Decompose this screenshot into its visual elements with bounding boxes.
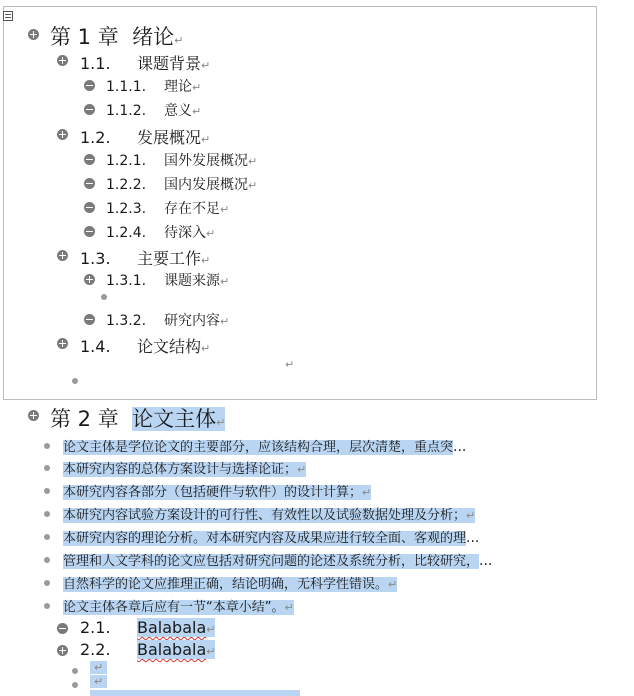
heading-number: 1.2.4.: [106, 225, 147, 241]
collapse-icon[interactable]: [84, 154, 95, 165]
paragraph-mark: ↵: [174, 34, 184, 47]
heading-number: 1.3.: [80, 249, 111, 268]
collapse-icon[interactable]: [57, 623, 68, 634]
heading-title: 发展概况: [137, 128, 202, 147]
paragraph-mark: ↵: [220, 315, 230, 328]
bullet-icon: [101, 294, 107, 300]
heading-ch2[interactable]: [50, 403, 225, 433]
collapse-icon[interactable]: [84, 104, 95, 115]
paragraph-mark: ↵: [201, 133, 211, 146]
heading-title: 意义: [164, 103, 192, 119]
heading-title: 国外发展概况: [164, 153, 248, 169]
heading-number: 1.3.2.: [106, 313, 147, 329]
selection-highlight: [90, 690, 300, 696]
paragraph-mark: ↵: [248, 155, 258, 168]
body-paragraph[interactable]: 管理和人文学科的论文应包括对研究问题的论述及系统分析，比较研究，...: [63, 553, 493, 569]
heading-1-3-1[interactable]: [106, 270, 229, 290]
bullet-icon: [44, 534, 50, 540]
heading-1-2-1[interactable]: [106, 150, 257, 170]
heading-title: 理论: [164, 79, 192, 95]
expand-icon[interactable]: [28, 410, 39, 421]
bullet-icon: [44, 580, 50, 586]
expand-icon[interactable]: [84, 274, 95, 285]
heading-2-2[interactable]: [80, 640, 215, 659]
heading-number: 1.2.3.: [106, 201, 147, 217]
heading-1-2-2[interactable]: [106, 174, 257, 194]
heading-1-2[interactable]: [80, 125, 210, 148]
paragraph-mark: ↵: [192, 81, 202, 94]
heading-number: 1.3.1.: [106, 273, 147, 289]
collapse-icon[interactable]: [84, 314, 95, 325]
body-paragraph[interactable]: 本研究内容各部分（包括硬件与软件）的设计计算；↵: [63, 485, 372, 500]
collapse-icon[interactable]: [84, 178, 95, 189]
heading-title: 论文结构: [137, 337, 202, 356]
heading-title: 课题来源: [164, 273, 220, 289]
heading-title: 主要工作: [137, 249, 202, 268]
paragraph-mark: ↵: [285, 358, 295, 371]
expand-icon[interactable]: [57, 338, 68, 349]
body-paragraph[interactable]: 本研究内容的总体方案设计与选择论证；↵: [63, 462, 307, 477]
bullet-icon: [44, 511, 50, 517]
collapse-icon[interactable]: [84, 80, 95, 91]
heading-title: Balabala↵: [137, 618, 216, 637]
overflow-ellipsis: ...: [453, 439, 467, 455]
expand-icon[interactable]: [57, 645, 68, 656]
body-paragraph[interactable]: 本研究内容的理论分析。对本研究内容及成果应进行较全面、客观的理...: [63, 530, 480, 546]
expand-icon[interactable]: [57, 129, 68, 140]
heading-number: 1.4.: [80, 337, 111, 356]
heading-title: 绪论: [132, 25, 175, 49]
collapse-icon[interactable]: [84, 202, 95, 213]
heading-title: 待深入: [164, 225, 206, 241]
bullet-icon: [72, 668, 78, 674]
overflow-ellipsis: ...: [479, 553, 493, 569]
heading-1-2-4[interactable]: [106, 222, 215, 242]
heading-number: 2.2.: [80, 640, 111, 659]
expand-icon[interactable]: [28, 29, 39, 40]
bullet-icon: [72, 682, 78, 688]
heading-number: 第 1 章: [50, 25, 119, 49]
heading-number: 2.1.: [80, 618, 111, 637]
paragraph-mark: ↵: [201, 254, 211, 267]
heading-number: 1.1.: [80, 54, 111, 73]
expand-icon[interactable]: [57, 250, 68, 261]
paragraph-mark: ↵: [201, 342, 211, 355]
collapse-handle-icon[interactable]: [3, 11, 13, 21]
heading-title: 存在不足: [164, 201, 220, 217]
heading-1-3-2[interactable]: [106, 310, 229, 330]
paragraph-mark: ↵: [90, 661, 107, 674]
heading-1-1-1[interactable]: [106, 76, 201, 96]
heading-title: 国内发展概况: [164, 177, 248, 193]
heading-ch1[interactable]: [50, 21, 183, 51]
body-paragraph[interactable]: 自然科学的论文应推理正确，结论明确，无科学性错误。↵: [63, 577, 398, 592]
paragraph-mark: ↵: [248, 179, 258, 192]
heading-number: 1.2.2.: [106, 177, 147, 193]
paragraph-mark: ↵: [220, 275, 230, 288]
bullet-icon: [44, 443, 50, 449]
heading-title: 课题背景: [137, 54, 202, 73]
heading-title: 论文主体↵: [132, 407, 226, 431]
heading-1-4[interactable]: [80, 334, 210, 357]
heading-number: 1.2.1.: [106, 153, 147, 169]
body-paragraph[interactable]: 本研究内容试验方案设计的可行性、有效性以及试验数据处理及分析；↵: [63, 508, 476, 523]
bullet-icon: [44, 557, 50, 563]
paragraph-mark: ↵: [220, 203, 230, 216]
body-paragraph[interactable]: 论文主体是学位论文的主要部分，应该结构合理，层次清楚，重点突...: [63, 439, 467, 455]
heading-2-1[interactable]: [80, 618, 215, 637]
heading-number: 1.1.2.: [106, 103, 147, 119]
heading-1-1-2[interactable]: [106, 100, 201, 120]
paragraph-mark: ↵: [206, 227, 216, 240]
bullet-icon: [44, 465, 50, 471]
paragraph-mark: ↵: [201, 59, 211, 72]
expand-icon[interactable]: [57, 55, 68, 66]
overflow-ellipsis: ...: [466, 530, 480, 546]
heading-1-1[interactable]: [80, 51, 210, 74]
bullet-icon: [44, 603, 50, 609]
collapse-icon[interactable]: [84, 226, 95, 237]
bullet-icon: [44, 488, 50, 494]
heading-title: 研究内容: [164, 313, 220, 329]
heading-1-3[interactable]: [80, 246, 210, 269]
body-paragraph[interactable]: 论文主体各章后应有一节“本章小结”。↵: [63, 600, 294, 615]
paragraph-mark: ↵: [192, 105, 202, 118]
paragraph-mark: ↵: [90, 675, 107, 688]
heading-title: Balabala↵: [137, 640, 216, 659]
bullet-icon: [72, 378, 78, 384]
heading-1-2-3[interactable]: [106, 198, 229, 218]
heading-number: 1.2.: [80, 128, 111, 147]
heading-number: 1.1.1.: [106, 79, 147, 95]
heading-number: 第 2 章: [50, 407, 119, 431]
